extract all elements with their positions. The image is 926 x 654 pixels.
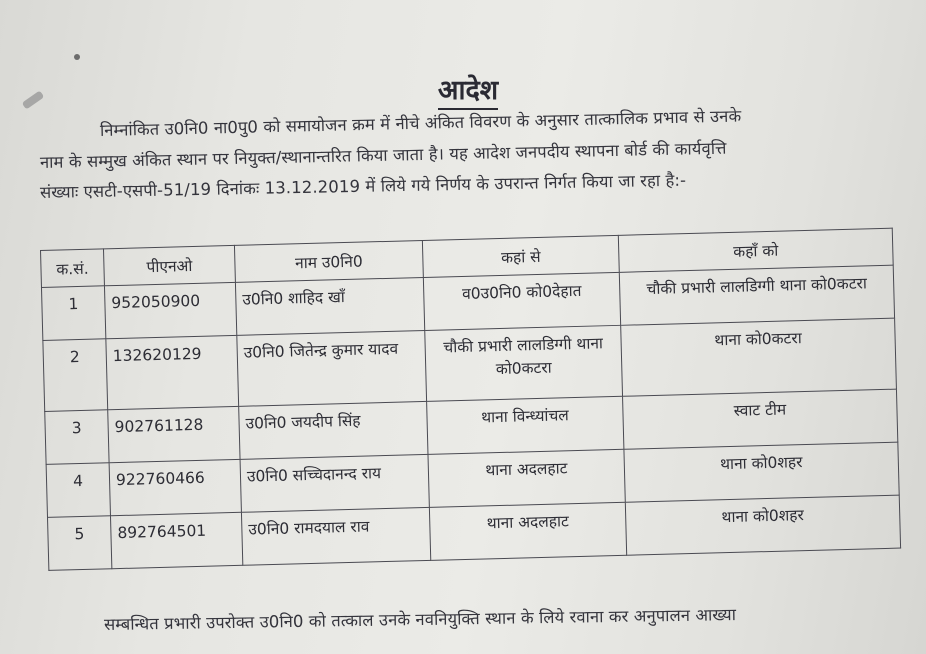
footer-line: सम्बन्धित प्रभारी उपरोक्त उ0नि0 को तत्काल उनके नवनियुक्ति स्थान के लिये रवाना कर अनुपालन आख्या [103, 605, 737, 634]
cell-sn: 5 [48, 516, 112, 571]
cell-from: थाना अदलहाट [429, 503, 626, 561]
cell-from: थाना अदलहाट [428, 450, 625, 508]
cell-to: स्वाट टीम [623, 390, 898, 450]
pin-mark [74, 54, 80, 60]
cell-to: थाना को0शहर [624, 443, 899, 503]
cell-pno: 922760466 [109, 460, 241, 516]
cell-from: व0उ0नि0 को0देहात [423, 273, 620, 331]
header-from: कहां से [422, 235, 619, 278]
header-name: नाम उ0नि0 [234, 240, 423, 282]
intro-line-2: नाम के सम्मुख अंकित स्थान पर नियुक्त/स्थानान्तरित किया जाता है। यह आदेश जनपदीय स्थापना बोर्ड की कार्यवृत्ति [39, 138, 727, 172]
header-to: कहॉं को [618, 228, 893, 273]
cell-name: उ0नि0 शाहिद खॉं [235, 278, 424, 336]
cell-from: चौकी प्रभारी लालडिग्गी थाना को0कटरा [425, 326, 623, 402]
cell-from: थाना विन्ध्यांचल [427, 397, 624, 455]
cell-to: चौकी प्रभारी लालडिग्गी थाना को0कटरा [619, 266, 894, 326]
transfer-table-wrap [40, 228, 901, 572]
cell-name: उ0नि0 जितेन्द्र कुमार यादव [237, 331, 427, 407]
header-pno: पीएनओ [103, 245, 235, 286]
cell-pno: 132620129 [106, 336, 239, 410]
cell-to: थाना को0शहर [625, 496, 900, 556]
cell-pno: 892764501 [110, 513, 242, 569]
cell-sn: 2 [43, 339, 108, 412]
cell-name: उ0नि0 सच्चिदानन्द राय [240, 455, 429, 513]
cell-name: उ0नि0 जयदीप सिंह [239, 402, 428, 460]
header-sn: क.सं. [41, 249, 105, 288]
cell-sn: 3 [45, 410, 109, 465]
cell-sn: 4 [46, 463, 110, 518]
cell-name: उ0नि0 रामदयाल राव [241, 508, 430, 566]
cell-to: थाना को0कटरा [621, 319, 897, 397]
document-title-text: आदेश [438, 70, 498, 110]
transfer-table [40, 228, 901, 572]
intro-line-1: निम्नांकित उ0नि0 ना0पु0 को समायोजन क्रम में नीचे अंकित विवरण के अनुसार तात्कालिक प्रभाव से उनके [99, 106, 742, 140]
cell-pno: 952050900 [104, 283, 236, 339]
cell-sn: 1 [41, 286, 105, 341]
cell-pno: 902761128 [108, 407, 240, 463]
intro-line-3: संख्याः एसटी-एसपी-51/19 दिनांकः 13.12.2019 में लिये गये निर्णय के उपरान्त निर्गत किया जा रहा है:- [39, 170, 687, 202]
